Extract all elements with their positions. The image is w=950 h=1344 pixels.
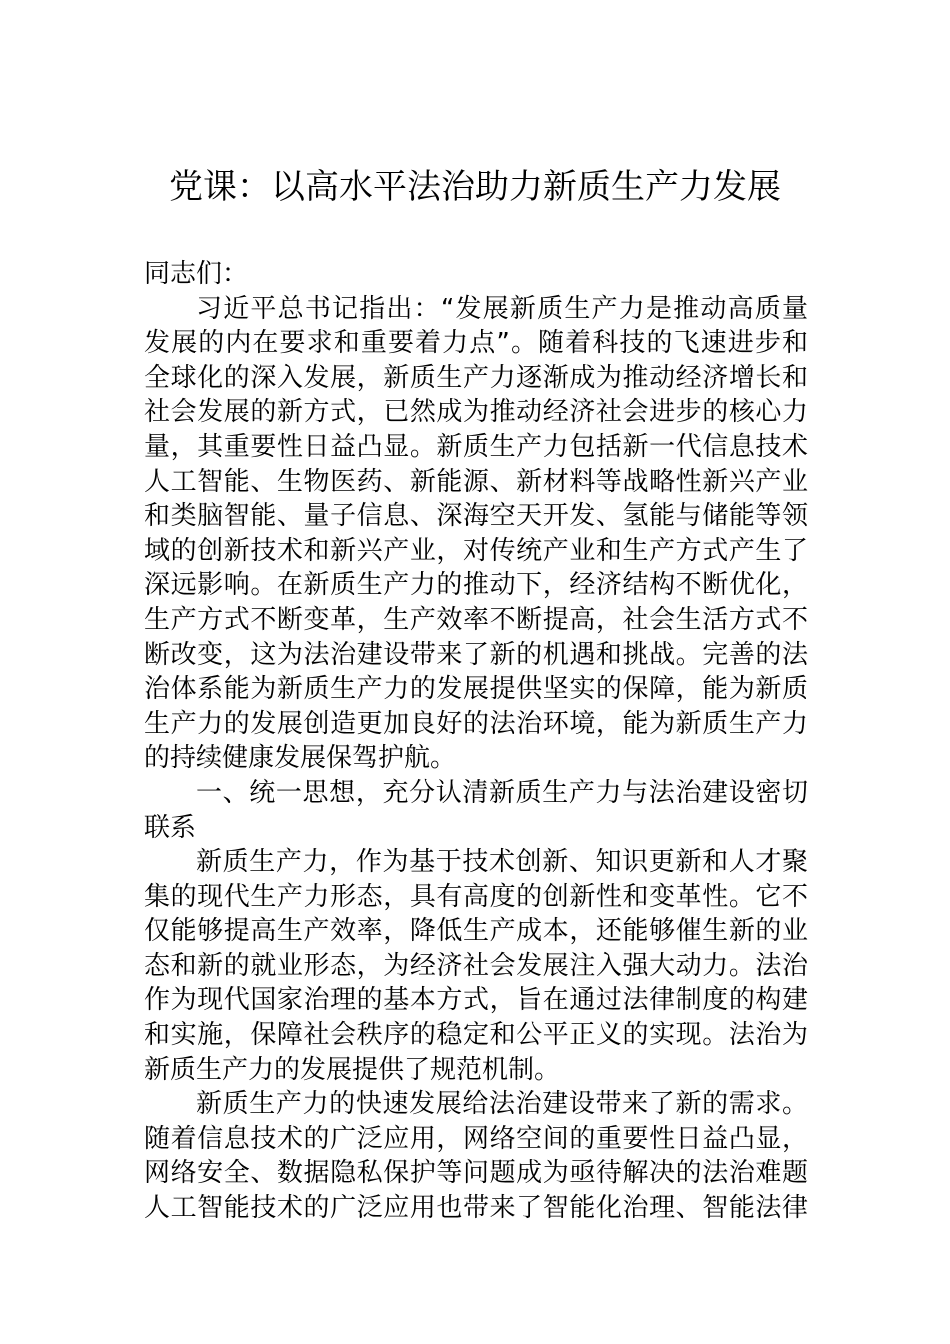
text-line: 域的创新技术和新兴产业，对传统产业和生产方式产生了	[144, 535, 808, 566]
text-line: 集的现代生产力形态，具有高度的创新性和变革性。它不	[144, 881, 808, 912]
text-line: 联系	[144, 812, 197, 843]
text-line: 人工智能技术的广泛应用也带来了智能化治理、智能法律	[144, 1193, 808, 1224]
text-line: 生产方式不断变革，生产效率不断提高，社会生活方式不	[144, 604, 808, 635]
text-line: 治体系能为新质生产力的发展提供坚实的保障，能为新质	[144, 674, 808, 705]
text-line: 和实施，保障社会秩序的稳定和公平正义的实现。法治为	[144, 1020, 808, 1051]
text-line: 断改变，这为法治建设带来了新的机遇和挑战。完善的法	[144, 639, 808, 670]
text-line: 生产力的发展创造更加良好的法治环境，能为新质生产力	[144, 708, 808, 739]
text-line: 新质生产力的发展提供了规范机制。	[144, 1054, 561, 1085]
text-line: 新质生产力的快速发展给法治建设带来了新的需求。	[196, 1089, 808, 1120]
text-line: 网络安全、数据隐私保护等问题成为亟待解决的法治难题	[144, 1158, 808, 1189]
text-line: 发展的内在要求和重要着力点”。随着科技的飞速进步和	[144, 328, 808, 359]
text-line: 随着信息技术的广泛应用，网络空间的重要性日益凸显，	[144, 1123, 808, 1154]
text-line: 同志们：	[144, 259, 249, 289]
text-line: 新质生产力，作为基于技术创新、知识更新和人才聚	[196, 847, 808, 878]
text-line: 仅能够提高生产效率，降低生产成本，还能够催生新的业	[144, 916, 808, 947]
text-line: 习近平总书记指出：“发展新质生产力是推动高质量	[196, 293, 808, 324]
document-body	[144, 257, 808, 1226]
document-title: 党课：以高水平法治助力新质生产力发展	[169, 167, 781, 207]
text-line: 一、统一思想，充分认清新质生产力与法治建设密切	[196, 777, 808, 808]
text-line: 量，其重要性日益凸显。新质生产力包括新一代信息技术	[144, 431, 808, 462]
text-line: 全球化的深入发展，新质生产力逐渐成为推动经济增长和	[144, 362, 808, 393]
text-line: 社会发展的新方式，已然成为推动经济社会进步的核心力	[144, 397, 808, 428]
text-line: 深远影响。在新质生产力的推动下，经济结构不断优化，	[144, 570, 808, 601]
text-line: 作为现代国家治理的基本方式，旨在通过法律制度的构建	[144, 985, 808, 1016]
text-line: 的持续健康发展保驾护航。	[144, 743, 457, 774]
text-line: 人工智能、生物医药、新能源、新材料等战略性新兴产业	[144, 466, 808, 497]
text-line: 态和新的就业形态，为经济社会发展注入强大动力。法治	[144, 950, 808, 981]
text-line: 和类脑智能、量子信息、深海空天开发、氢能与储能等领	[144, 501, 808, 532]
